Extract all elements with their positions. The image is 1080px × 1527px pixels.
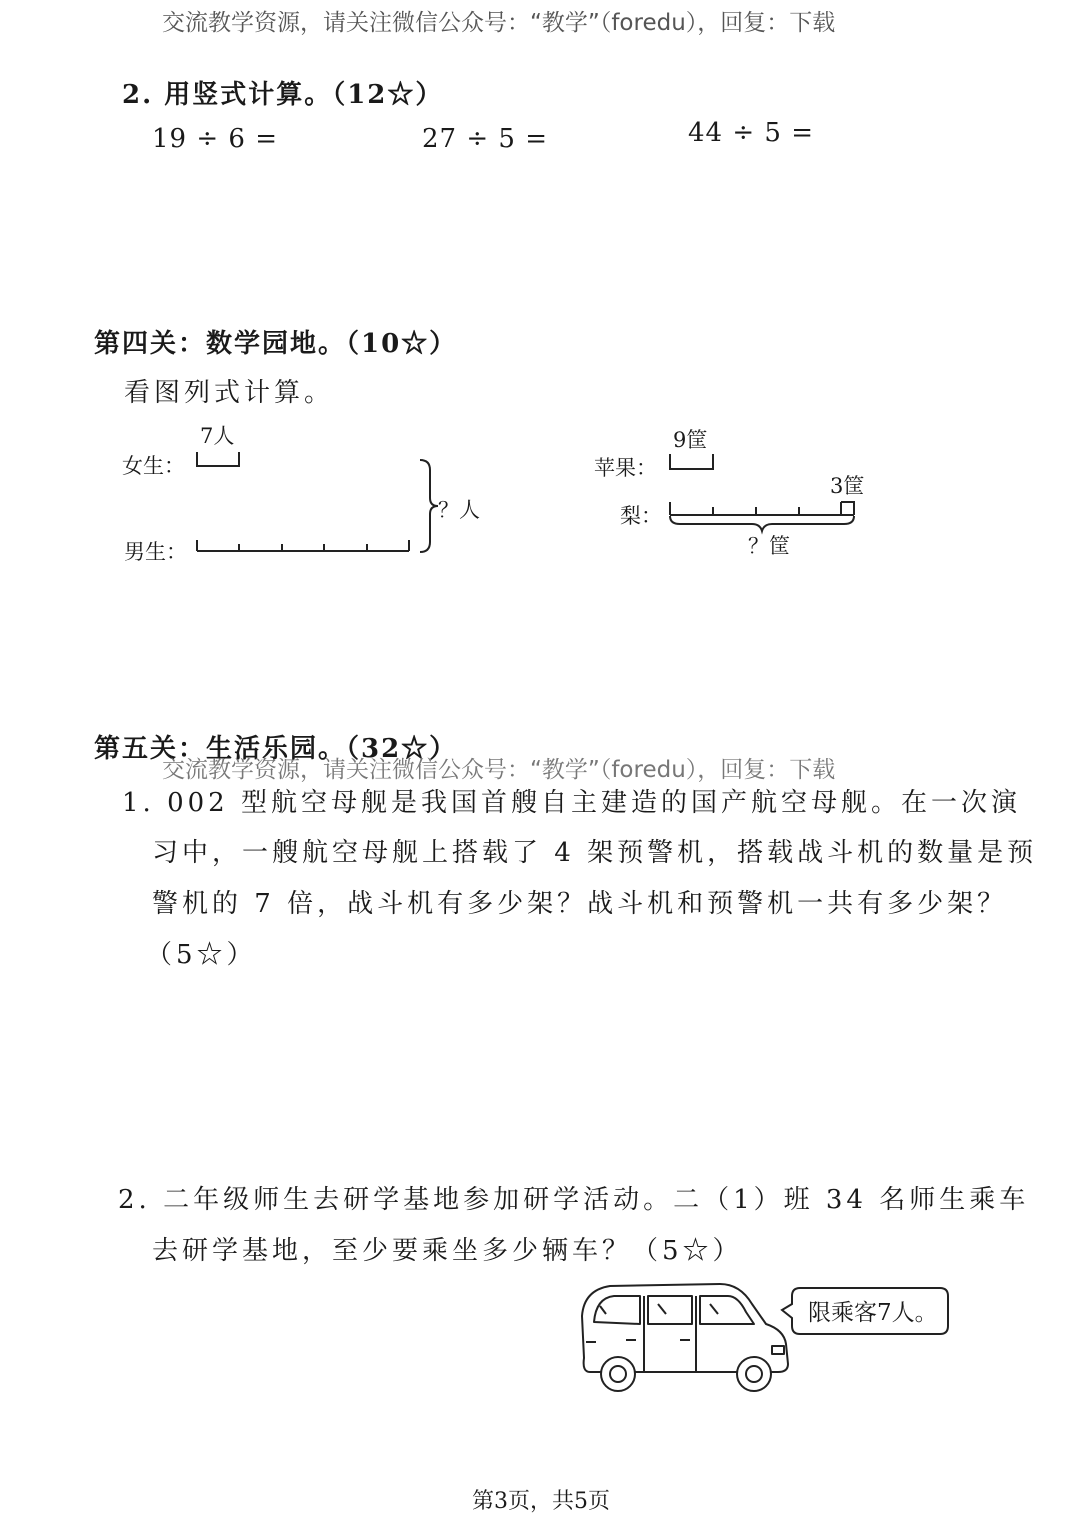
girl-value-label: 7人 <box>200 424 235 448</box>
pear-label: 梨： <box>620 504 662 528</box>
extra-value-label: 3筐 <box>830 474 865 498</box>
problem-1-line-3: 警机的 7 倍，战斗机有多少架？战斗机和预警机一共有多少架？ <box>152 889 1008 919</box>
watermark-middle: 交流教学资源，请关注微信公众号：“教学”（foredu），回复：下载 <box>162 757 836 783</box>
page-footer: 第3页，共5页 <box>472 1489 610 1514</box>
problem-1-line-2: 习中，一艘航空母舰上搭载了 4 架预警机，搭载战斗机的数量是预 <box>152 838 1038 868</box>
equation-3: 44 ÷ 5 = <box>688 118 814 148</box>
level-4-instruction: 看图列式计算。 <box>124 378 335 408</box>
level-4-title: 第四关：数学园地。（10☆） <box>94 329 458 359</box>
problem-2-line-1: 2. 二年级师生去研学基地参加研学活动。二（1）班 34 名师生乘车 <box>118 1185 1030 1215</box>
apple-label: 苹果： <box>594 456 657 480</box>
diagram-girls-boys <box>180 440 460 570</box>
equation-2: 27 ÷ 5 = <box>422 124 548 154</box>
van-illustration <box>570 1278 800 1398</box>
problem-2-line-2: 去研学基地，至少要乘坐多少辆车？（5☆） <box>152 1236 743 1266</box>
level-5-title: 第五关：生活乐园。（32☆） <box>94 734 458 764</box>
apple-value-label: 9筐 <box>673 428 708 452</box>
problem-1-line-4: （5☆） <box>146 940 257 970</box>
boy-label: 男生： <box>124 540 187 564</box>
girl-label: 女生： <box>122 454 185 478</box>
equation-1: 19 ÷ 6 = <box>152 124 278 154</box>
pear-total-question-label: ？筐 <box>748 534 790 558</box>
speech-bubble-text: 限乘客7人。 <box>808 1300 938 1326</box>
watermark-top: 交流教学资源，请关注微信公众号：“教学”（foredu），回复：下载 <box>162 10 836 36</box>
diagram-apples-pears <box>660 440 870 540</box>
total-question-label: ？人 <box>438 498 480 522</box>
question-2-title: 2. 用竖式计算。（12☆） <box>122 80 444 110</box>
problem-1-line-1: 1. 002 型航空母舰是我国首艘自主建造的国产航空母舰。在一次演 <box>122 788 1021 818</box>
